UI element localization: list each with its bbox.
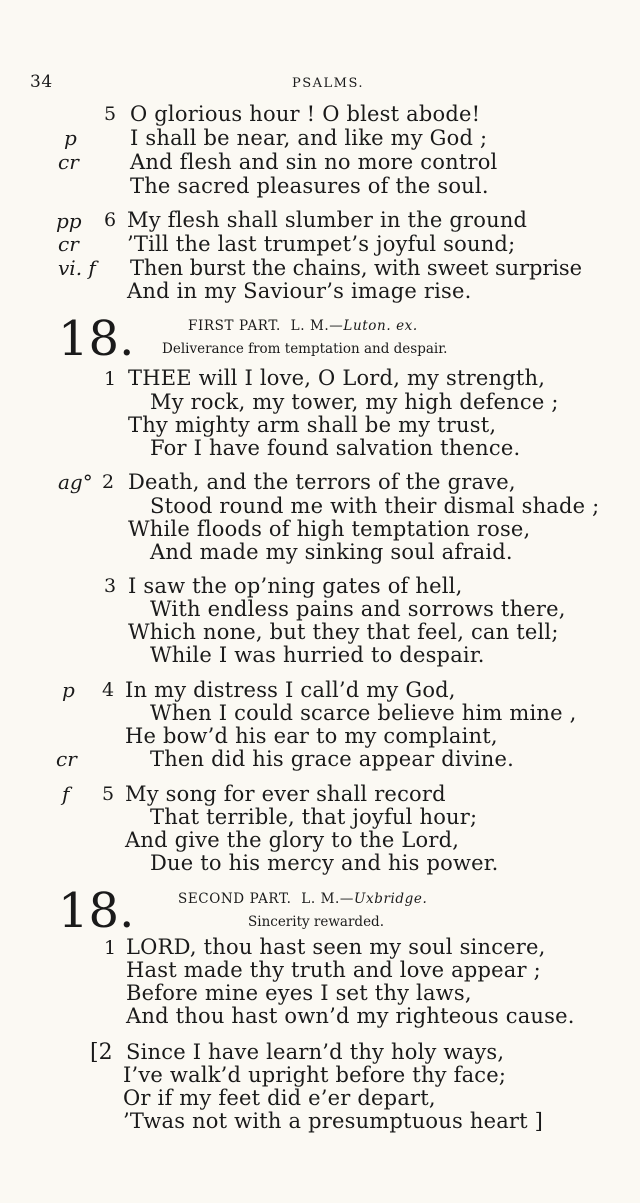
hymn-heading xyxy=(188,318,418,334)
verse-line: When I could scarce believe him mine , xyxy=(150,701,577,725)
hymn-subtitle: Sincerity rewarded. xyxy=(248,914,384,930)
verse-number: 4 xyxy=(102,679,115,701)
verse-line: I saw the op’ning gates of hell, xyxy=(128,574,463,598)
verse-line: And in my Saviour’s image rise. xyxy=(127,279,472,303)
verse-line: Which none, but they that feel, can tell; xyxy=(128,620,559,644)
verse-line: With endless pains and sorrows there, xyxy=(150,597,566,621)
verse-number: 1 xyxy=(104,937,117,959)
verse-line: I shall be near, and like my God ; xyxy=(130,126,488,150)
verse-line: Then burst the chains, with sweet surprise xyxy=(130,256,582,280)
dynamic-mark: vi. f xyxy=(58,256,96,280)
tune-name: Uxbridge. xyxy=(354,891,428,907)
verse-line: And made my sinking soul afraid. xyxy=(150,540,513,564)
verse-line: Death, and the terrors of the grave, xyxy=(128,470,516,494)
verse-number: 2 xyxy=(102,471,115,493)
dynamic-mark: cr xyxy=(58,150,79,174)
dynamic-mark: cr xyxy=(58,232,79,256)
running-head: PSALMS. xyxy=(292,76,365,91)
verse-line: While floods of high temptation rose, xyxy=(128,517,531,541)
verse-line: Due to his mercy and his power. xyxy=(150,851,499,875)
dynamic-mark: pp xyxy=(56,209,82,233)
verse-line: My flesh shall slumber in the ground xyxy=(127,208,528,232)
verse-line: My song for ever shall record xyxy=(125,782,446,806)
verse-number: 1 xyxy=(104,368,117,390)
meter-label: L. M.— xyxy=(301,891,355,907)
page-number: 34 xyxy=(30,72,53,92)
verse-line: For I have found salvation thence. xyxy=(150,436,521,460)
verse-line: Thy mighty arm shall be my trust, xyxy=(128,413,497,437)
verse-line: While I was hurried to despair. xyxy=(150,643,485,667)
verse-line: Or if my feet did e’er depart, xyxy=(123,1086,436,1110)
verse-line: ’Till the last trumpet’s joyful sound; xyxy=(127,232,516,256)
verse-number: 5 xyxy=(104,103,117,125)
hymn-heading xyxy=(178,891,427,907)
verse-line: I’ve walk’d upright before thy face; xyxy=(123,1063,507,1087)
verse-line: That terrible, that joyful hour; xyxy=(150,805,478,829)
verse-line: In my distress I call’d my God, xyxy=(125,678,456,702)
dynamic-mark: cr xyxy=(56,747,77,771)
hymn-subtitle: Deliverance from temptation and despair. xyxy=(162,341,448,357)
part-label: SECOND PART. xyxy=(178,891,292,907)
verse-line: And thou hast own’d my righteous cause. xyxy=(126,1004,575,1028)
hymn-number: 18. xyxy=(58,883,135,939)
verse-number: [2 xyxy=(90,1040,113,1065)
verse-line: The sacred pleasures of the soul. xyxy=(130,174,489,198)
verse-number: 6 xyxy=(104,209,117,231)
hymn-number: 18. xyxy=(58,311,135,367)
verse-line: THEE will I love, O Lord, my strength, xyxy=(128,366,546,390)
meter-label: L. M.— xyxy=(290,318,344,334)
part-label: FIRST PART. xyxy=(188,318,281,334)
verse-line: Then did his grace appear divine. xyxy=(150,747,515,771)
verse-number: 5 xyxy=(102,783,115,805)
verse-line: ’Twas not with a presumptuous heart ] xyxy=(123,1109,544,1133)
verse-line: Stood round me with their dismal shade ; xyxy=(150,494,600,518)
dynamic-mark: p xyxy=(64,126,77,150)
tune-name: Luton. ex. xyxy=(343,318,418,334)
verse-line: My rock, my tower, my high defence ; xyxy=(150,390,559,414)
verse-number: 3 xyxy=(104,575,117,597)
dynamic-mark: f xyxy=(62,782,70,806)
verse-line: And give the glory to the Lord, xyxy=(125,828,460,852)
dynamic-mark: ag° xyxy=(58,470,93,494)
verse-line: Before mine eyes I set thy laws, xyxy=(126,981,472,1005)
verse-line: LORD, thou hast seen my soul sincere, xyxy=(126,935,546,959)
dynamic-mark: p xyxy=(62,678,75,702)
verse-line: Since I have learn’d thy holy ways, xyxy=(126,1040,505,1064)
verse-line: Hast made thy truth and love appear ; xyxy=(126,958,541,982)
verse-line: He bow’d his ear to my complaint, xyxy=(125,724,498,748)
verse-line: O glorious hour ! O blest abode! xyxy=(130,102,481,126)
verse-line: And flesh and sin no more control xyxy=(130,150,498,174)
